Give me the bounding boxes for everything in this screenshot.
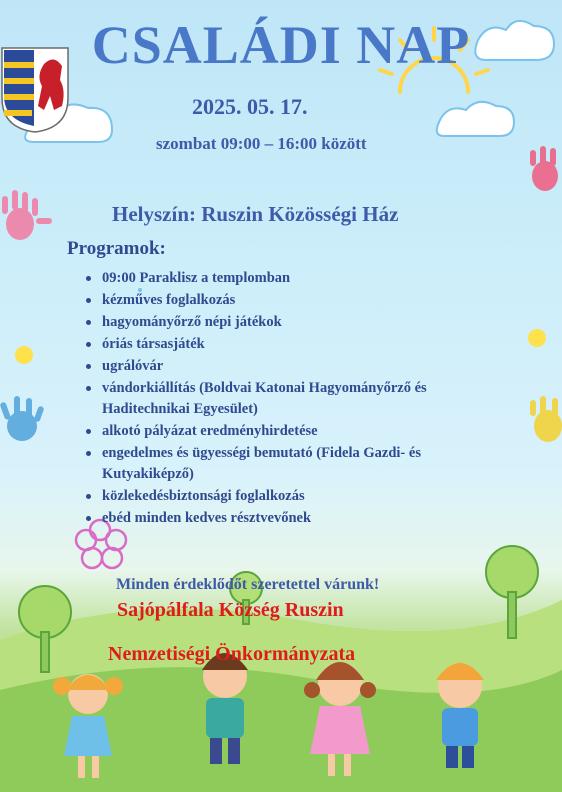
list-item: 09:00 Paraklisz a templomban [84,268,514,289]
handprint-icon [0,396,45,441]
invitation-text: Minden érdeklődőt szeretettel várunk! [116,576,380,593]
event-date: 2025. 05. 17. [192,94,308,119]
list-item: hagyományőrző népi játékok [84,312,514,333]
event-venue: Helyszín: Ruszin Közösségi Ház [112,202,399,226]
list-item: óriás társasjáték [84,334,514,355]
list-item: engedelmes és ügyességi bemutató (Fidela Gazdi- és Kutyakiképző) [84,443,514,485]
list-item: kézműves foglalkozás [84,290,514,311]
list-item: ugrálóvár [84,356,514,377]
list-item: alkotó pályázat eredményhirdetése [84,421,514,442]
programs-list [84,268,514,530]
organizer-line-1: Sajópálfala Község Ruszin [117,599,344,621]
programs-heading: Programok: [67,238,166,259]
list-item: közlekedésbiztonsági foglalkozás [84,486,514,507]
event-time: szombat 09:00 – 16:00 között [156,134,367,153]
page-title: CSALÁDI NAP [91,15,471,75]
sun-dot-icon [15,346,33,364]
organizer-line-2: Nemzetiségi Önkormányzata [108,643,356,665]
list-item: ebéd minden kedves résztvevőnek [84,508,514,529]
cloud-icon [437,102,514,136]
sun-dot-icon [528,329,546,347]
handprint-icon [530,396,562,442]
list-item: vándorkiállítás (Boldvai Katonai Hagyományőrző és Haditechnikai Egyesület) [84,378,514,420]
handprint-icon [2,190,52,240]
handprint-icon [530,146,558,191]
